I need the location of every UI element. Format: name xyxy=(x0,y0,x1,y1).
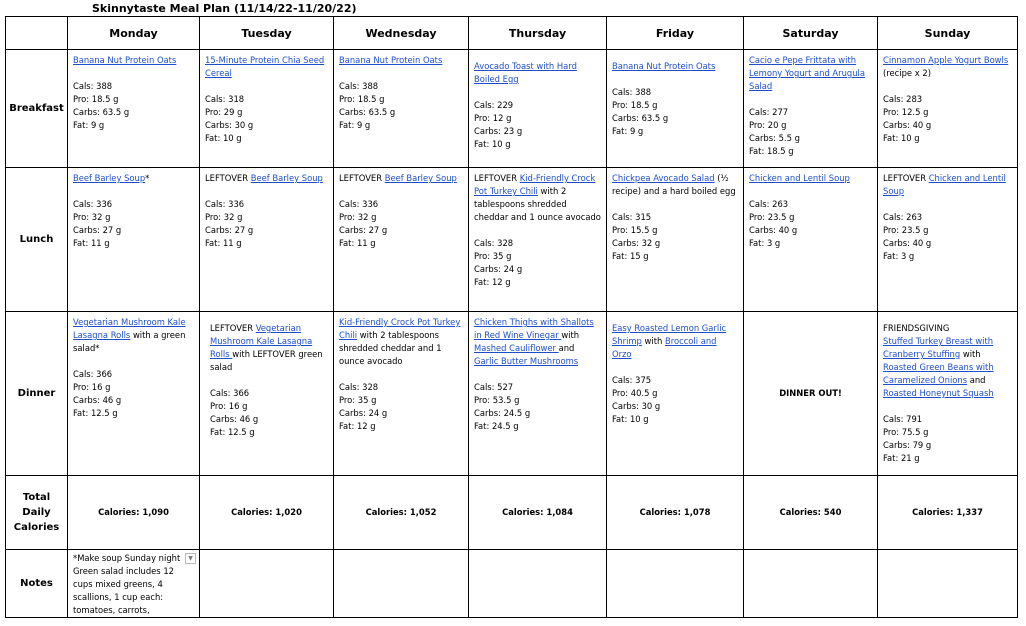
recipe-link[interactable]: Chicken and Lentil Soup xyxy=(883,173,1006,196)
connector-text: with xyxy=(641,336,665,346)
carbs: Carbs: 46 g xyxy=(210,414,259,424)
dinner-wednesday xyxy=(334,312,469,476)
friendsgiving-heading: FRIENDSGIVING xyxy=(883,323,950,333)
carbs: Carbs: 40 g xyxy=(883,238,932,248)
protein: Pro: 23.5 g xyxy=(749,212,795,222)
dinner-monday xyxy=(68,312,200,476)
recipe-link[interactable]: Avocado Toast with Hard Boiled Egg xyxy=(474,61,577,84)
fat: Fat: 10 g xyxy=(205,133,242,143)
fat: Fat: 24.5 g xyxy=(474,421,519,431)
notes-thursday[interactable] xyxy=(469,550,607,618)
fat: Fat: 10 g xyxy=(883,133,920,143)
fat: Fat: 21 g xyxy=(883,453,920,463)
recipe-link[interactable]: Beef Barley Soup xyxy=(384,173,457,183)
carbs: Carbs: 27 g xyxy=(339,225,388,235)
calories: Cals: 527 xyxy=(474,382,514,392)
protein: Pro: 32 g xyxy=(73,212,111,222)
protein: Pro: 20 g xyxy=(749,120,787,130)
notes-sunday[interactable] xyxy=(878,550,1018,618)
carbs: Carbs: 63.5 g xyxy=(73,107,130,117)
notes-row xyxy=(6,550,1018,618)
protein: Pro: 40.5 g xyxy=(612,388,658,398)
carbs: Carbs: 32 g xyxy=(612,238,661,248)
recipe-link[interactable]: Chicken and Lentil Soup xyxy=(749,173,850,183)
carbs: Carbs: 27 g xyxy=(73,225,122,235)
breakfast-saturday xyxy=(744,50,878,168)
notes-monday[interactable] xyxy=(68,550,200,618)
connector-text: and xyxy=(558,343,575,353)
recipe-note: with a green salad* xyxy=(73,330,186,353)
calories: Cals: 366 xyxy=(210,388,250,398)
calories: Cals: 375 xyxy=(612,375,652,385)
carbs: Carbs: 30 g xyxy=(205,120,254,130)
notes-tuesday[interactable] xyxy=(200,550,334,618)
recipe-note: with LEFTOVER green salad xyxy=(210,349,323,372)
dinner-row xyxy=(6,312,1018,476)
recipe-link[interactable]: Banana Nut Protein Oats xyxy=(612,61,716,71)
dinner-tuesday xyxy=(200,312,334,476)
fat: Fat: 10 g xyxy=(474,139,511,149)
day-header-saturday: Saturday xyxy=(744,17,878,50)
protein: Pro: 16 g xyxy=(210,401,248,411)
fat: Fat: 12 g xyxy=(474,277,511,287)
fat: Fat: 11 g xyxy=(205,238,242,248)
calories: Cals: 328 xyxy=(474,238,514,248)
protein: Pro: 35 g xyxy=(474,251,512,261)
recipe-link[interactable]: Vegetarian Mushroom Kale Lasagna Rolls xyxy=(73,317,186,340)
fat: Fat: 10 g xyxy=(612,414,649,424)
dinner-friday xyxy=(607,312,744,476)
recipe-link-garlic-butter-mushrooms[interactable]: Garlic Butter Mushrooms xyxy=(474,356,579,366)
protein: Pro: 32 g xyxy=(205,212,243,222)
total-row xyxy=(6,476,1018,550)
fat: Fat: 3 g xyxy=(749,238,781,248)
total-saturday: Calories: 540 xyxy=(744,476,878,550)
carbs: Carbs: 46 g xyxy=(73,395,122,405)
breakfast-monday xyxy=(68,50,200,168)
header-row xyxy=(6,17,1018,50)
recipe-note: with 2 tablespoons shredded cheddar and 1 ounce avocado xyxy=(339,330,442,366)
carbs: Carbs: 63.5 g xyxy=(339,107,396,117)
protein: Pro: 18.5 g xyxy=(612,100,658,110)
notes-friday[interactable] xyxy=(607,550,744,618)
protein: Pro: 16 g xyxy=(73,382,111,392)
leftover-label: LEFTOVER xyxy=(883,173,929,183)
calories: Cals: 336 xyxy=(73,199,113,209)
calories: Cals: 229 xyxy=(474,100,514,110)
day-header-friday: Friday xyxy=(607,17,744,50)
recipe-link[interactable]: Kid-Friendly Crock Pot Turkey Chili xyxy=(474,173,596,196)
notes-text: *Make soup Sunday night Green salad includes 12 cups mixed greens, 4 scallions, 1 cup each: tomatoes, carrots, xyxy=(73,553,181,615)
carbs: Carbs: 24 g xyxy=(339,408,388,418)
recipe-note: * xyxy=(145,173,150,183)
recipe-link[interactable]: Beef Barley Soup xyxy=(73,173,146,183)
carbs: Carbs: 24 g xyxy=(474,264,523,274)
calories: Cals: 366 xyxy=(73,369,113,379)
carbs: Carbs: 63.5 g xyxy=(612,113,669,123)
fat: Fat: 12.5 g xyxy=(73,408,118,418)
carbs: Carbs: 23 g xyxy=(474,126,523,136)
fat: Fat: 9 g xyxy=(73,120,105,130)
lunch-thursday xyxy=(469,168,607,312)
breakfast-row xyxy=(6,50,1018,168)
calories: Cals: 263 xyxy=(749,199,789,209)
carbs: Carbs: 79 g xyxy=(883,440,932,450)
day-header-sunday: Sunday xyxy=(878,17,1018,50)
total-label-line: Calories xyxy=(13,522,60,533)
recipe-link[interactable]: Chickpea Avocado Salad xyxy=(612,173,715,183)
day-header-thursday: Thursday xyxy=(469,17,607,50)
protein: Pro: 15.5 g xyxy=(612,225,658,235)
fat: Fat: 15 g xyxy=(612,251,649,261)
protein: Pro: 18.5 g xyxy=(73,94,119,104)
notes-wednesday[interactable] xyxy=(334,550,469,618)
leftover-label: LEFTOVER xyxy=(339,173,385,183)
lunch-sunday xyxy=(878,168,1018,312)
lunch-wednesday xyxy=(334,168,469,312)
dinner-saturday: DINNER OUT! xyxy=(744,312,878,476)
carbs: Carbs: 40 g xyxy=(883,120,932,130)
total-sunday: Calories: 1,337 xyxy=(878,476,1018,550)
fat: Fat: 11 g xyxy=(339,238,376,248)
protein: Pro: 12.5 g xyxy=(883,107,929,117)
breakfast-sunday xyxy=(878,50,1018,168)
breakfast-friday xyxy=(607,50,744,168)
carbs: Carbs: 30 g xyxy=(612,401,661,411)
lunch-friday xyxy=(607,168,744,312)
connector-text: and xyxy=(967,375,986,385)
calories: Cals: 328 xyxy=(339,382,379,392)
row-label-total xyxy=(6,476,68,550)
protein: Pro: 75.5 g xyxy=(883,427,929,437)
calories: Cals: 318 xyxy=(205,94,245,104)
leftover-label: LEFTOVER xyxy=(210,323,256,333)
fat: Fat: 9 g xyxy=(339,120,371,130)
total-thursday: Calories: 1,084 xyxy=(469,476,607,550)
connector-text: with xyxy=(561,330,580,340)
recipe-link[interactable]: 15-Minute Protein Chia Seed Cereal xyxy=(205,55,325,78)
recipe-link-chicken-thighs[interactable]: Chicken Thighs with Shallots in Red Wine Vinegar xyxy=(474,317,594,340)
leftover-label: LEFTOVER xyxy=(474,173,520,183)
recipe-link[interactable]: Beef Barley Soup xyxy=(250,173,323,183)
day-header-monday: Monday xyxy=(68,17,200,50)
calories: Cals: 388 xyxy=(73,81,113,91)
calories: Cals: 283 xyxy=(883,94,923,104)
recipe-link-broccoli-orzo[interactable]: Broccoli and Orzo xyxy=(612,336,717,359)
calories: Cals: 277 xyxy=(749,107,789,117)
meal-plan-table xyxy=(5,16,1018,618)
recipe-link-lemon-garlic-shrimp[interactable]: Easy Roasted Lemon Garlic Shrimp xyxy=(612,323,727,346)
recipe-link-stuffed-turkey[interactable]: Stuffed Turkey Breast with Cranberry Stuffing xyxy=(883,336,994,359)
total-friday: Calories: 1,078 xyxy=(607,476,744,550)
page-title: Skinnytaste Meal Plan (11/14/22-11/20/22) xyxy=(92,2,357,15)
total-wednesday: Calories: 1,052 xyxy=(334,476,469,550)
leftover-label: LEFTOVER xyxy=(205,173,251,183)
recipe-link-green-beans[interactable]: Roasted Green Beans with Caramelized Onions xyxy=(883,362,994,385)
recipe-note: (½ recipe) and a hard boiled egg xyxy=(612,173,736,196)
total-monday: Calories: 1,090 xyxy=(68,476,200,550)
row-label-notes: Notes xyxy=(6,550,68,618)
fat: Fat: 3 g xyxy=(883,251,915,261)
breakfast-wednesday xyxy=(334,50,469,168)
recipe-link[interactable]: Cacio e Pepe Frittata with Lemony Yogurt and Arugula Salad xyxy=(749,55,866,91)
recipe-link-honeynut-squash[interactable]: Roasted Honeynut Squash xyxy=(883,388,994,398)
recipe-note: with 2 tablespoons shredded cheddar and 1 ounce avocado xyxy=(474,186,601,222)
notes-saturday[interactable] xyxy=(744,550,878,618)
calories: Cals: 263 xyxy=(883,212,923,222)
recipe-link[interactable]: Cinnamon Apple Yogurt Bowls xyxy=(883,55,1009,65)
day-header-tuesday: Tuesday xyxy=(200,17,334,50)
fat: Fat: 9 g xyxy=(612,126,644,136)
calories: Cals: 388 xyxy=(612,87,652,97)
lunch-row xyxy=(6,168,1018,312)
protein: Pro: 32 g xyxy=(339,212,377,222)
fat: Fat: 12 g xyxy=(339,421,376,431)
breakfast-thursday xyxy=(469,50,607,168)
carbs: Carbs: 24.5 g xyxy=(474,408,531,418)
recipe-note: (recipe x 2) xyxy=(883,68,931,78)
protein: Pro: 53.5 g xyxy=(474,395,520,405)
calories: Cals: 791 xyxy=(883,414,923,424)
corner-cell xyxy=(6,17,68,50)
protein: Pro: 18.5 g xyxy=(339,94,385,104)
total-label-line: Daily xyxy=(22,507,51,518)
row-label-lunch: Lunch xyxy=(6,168,68,312)
lunch-tuesday xyxy=(200,168,334,312)
carbs: Carbs: 40 g xyxy=(749,225,798,235)
row-label-breakfast: Breakfast xyxy=(6,50,68,168)
protein: Pro: 12 g xyxy=(474,113,512,123)
fat: Fat: 12.5 g xyxy=(210,427,255,437)
dinner-sunday xyxy=(878,312,1018,476)
lunch-monday xyxy=(68,168,200,312)
row-label-dinner: Dinner xyxy=(6,312,68,476)
total-tuesday: Calories: 1,020 xyxy=(200,476,334,550)
lunch-saturday xyxy=(744,168,878,312)
chevron-down-icon[interactable]: ▼ xyxy=(185,553,196,564)
fat: Fat: 18.5 g xyxy=(749,146,794,156)
recipe-link[interactable]: Banana Nut Protein Oats xyxy=(73,55,177,65)
protein: Pro: 35 g xyxy=(339,395,377,405)
connector-text: with xyxy=(960,349,981,359)
calories: Cals: 336 xyxy=(205,199,245,209)
recipe-link[interactable]: Banana Nut Protein Oats xyxy=(339,55,443,65)
protein: Pro: 23.5 g xyxy=(883,225,929,235)
calories: Cals: 315 xyxy=(612,212,652,222)
total-label-line: Total xyxy=(22,492,51,503)
calories: Cals: 336 xyxy=(339,199,379,209)
calories: Cals: 388 xyxy=(339,81,379,91)
recipe-link[interactable]: Kid-Friendly Crock Pot Turkey Chili xyxy=(339,317,461,340)
fat: Fat: 11 g xyxy=(73,238,110,248)
recipe-link[interactable]: Vegetarian Mushroom Kale Lasagna Rolls xyxy=(210,323,313,359)
recipe-link-mashed-cauliflower[interactable]: Mashed Cauliflower xyxy=(474,343,559,353)
day-header-wednesday: Wednesday xyxy=(334,17,469,50)
carbs: Carbs: 5.5 g xyxy=(749,133,800,143)
dinner-thursday xyxy=(469,312,607,476)
breakfast-tuesday xyxy=(200,50,334,168)
protein: Pro: 29 g xyxy=(205,107,243,117)
carbs: Carbs: 27 g xyxy=(205,225,254,235)
